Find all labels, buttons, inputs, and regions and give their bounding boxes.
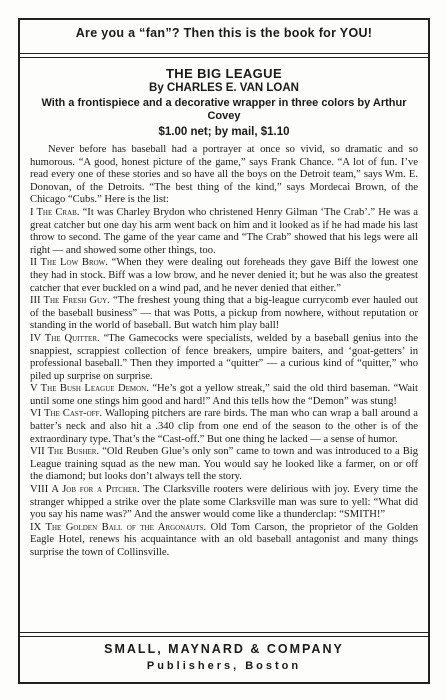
story-item	[30, 295, 418, 333]
story-text: “The freshest young thing that a big-league currycomb ever hauled out of the baseball business” — that was Potts, a pickup from nowhere, without reputation or standing in the world of baseball. But watch him play ball!	[30, 295, 418, 332]
story-text: “He’s got a yellow streak,” said the old third baseman. “Wait until some one stings him good and hard!” And this tells how the “Demon” was stung!	[30, 383, 418, 407]
tagline: Are you a “fan”? Then this is the book for YOU!	[75, 26, 373, 40]
story-item	[30, 446, 418, 484]
book-author: By CHARLES E. VAN LOAN	[149, 82, 299, 94]
story-text: Old Tom Carson, the proprietor of the Golden Eagle Hotel, renews his acquaintance with an old baseball antagonist and many things surprise the town of Collinsville.	[30, 521, 418, 558]
story-item	[30, 522, 418, 560]
story-text: “Old Reuben Glue’s only son” came to town and was introduced to a Big League training squad as the new man. You would say he looked like a farmer, on or off the diamond; but looks don’t always tell the story.	[30, 446, 419, 483]
story-title: IX The Golden Ball of the Argonauts.	[30, 521, 207, 533]
story-item	[30, 408, 418, 446]
top-rule	[20, 53, 428, 54]
intro-paragraph: Never before has baseball had a portrayer at once so vivid, so dramatic and so humorous. “A good, honest picture of the game,” says Frank Chance. “A lot of fun. I’ve read every one of these stories and so have all the boys on the Detroit team,” says Wm. E. Donovan, of the Detroits. “The best thing of the kind,” says Mordecai Brown, of the Chicago “Cubs.” Here is the list:	[30, 144, 418, 206]
story-text: “When they were dealing out foreheads they gave Biff the lowest one they had in stock. Biff was a low brow, and he never denied it; but he was also the greatest catcher that ever buckled on a wind pad, and he never denied that either.”	[30, 257, 418, 294]
story-title: VIII A Job for a Pitcher.	[30, 484, 140, 496]
story-item	[30, 484, 418, 522]
book-title: THE BIG LEAGUE	[165, 66, 283, 81]
story-title: VI The Cast-off.	[30, 408, 103, 420]
story-title: V The Bush League Demon.	[30, 383, 149, 395]
publisher-place: Publishers, Boston	[146, 660, 302, 672]
story-text: The Clarksville rooters were delirious with joy. Every time the stranger whipped a strike over the plate some Clarksville man was sure to yell: “What did you say his name was?” And the answer would come like a thunderclap: “SMITH!”	[30, 484, 418, 521]
story-title: VII The Busher.	[30, 446, 100, 458]
story-text: “The Gamecocks were specialists, welded by a baseball genius into the snappiest, scrappiest collection of fence breakers, umpire baiters, and ‘goat-getters’ in professional baseball.” Then they imported a “quitter” — a curious kind of “quitter,” who piled up surprise on surprise.	[30, 332, 418, 382]
story-title: I The Crab.	[30, 206, 80, 218]
description-body	[30, 144, 418, 560]
book-illustration-note: With a frontispiece and a decorative wrapper in three colors by Arthur Covey	[41, 97, 407, 122]
bottom-rule-secondary	[20, 636, 428, 637]
top-rule-secondary	[20, 57, 428, 58]
book-price: $1.00 net; by mail, $1.10	[158, 126, 290, 138]
border-frame	[18, 18, 430, 684]
story-title: IV The Quitter.	[30, 332, 100, 344]
story-title: II The Low Brow.	[30, 257, 108, 269]
story-item	[30, 207, 418, 257]
story-item	[30, 257, 418, 295]
publisher-name: SMALL, MAYNARD & COMPANY	[104, 642, 344, 656]
story-item	[30, 333, 418, 383]
story-text: “It was Charley Brydon who christened Henry Gilman ‘The Crab’.” He was a great catcher but one day his arm went back on him and it looked as if he had made his last throw to second. The game of the year came and “The Crab” showed that his legs were all right — and showed some other things, too.	[30, 206, 418, 256]
story-text: Walloping pitchers are rare birds. The man who can wrap a ball around a batter’s neck and also hit a .340 clip from one end of the season to the other is of the extraordinary type. That’s the “Cast-off.” But one thing he lacked — a sense of humor.	[30, 408, 418, 445]
story-item	[30, 383, 418, 408]
story-title: III The Fresh Guy.	[30, 295, 110, 307]
bottom-rule	[20, 632, 428, 633]
